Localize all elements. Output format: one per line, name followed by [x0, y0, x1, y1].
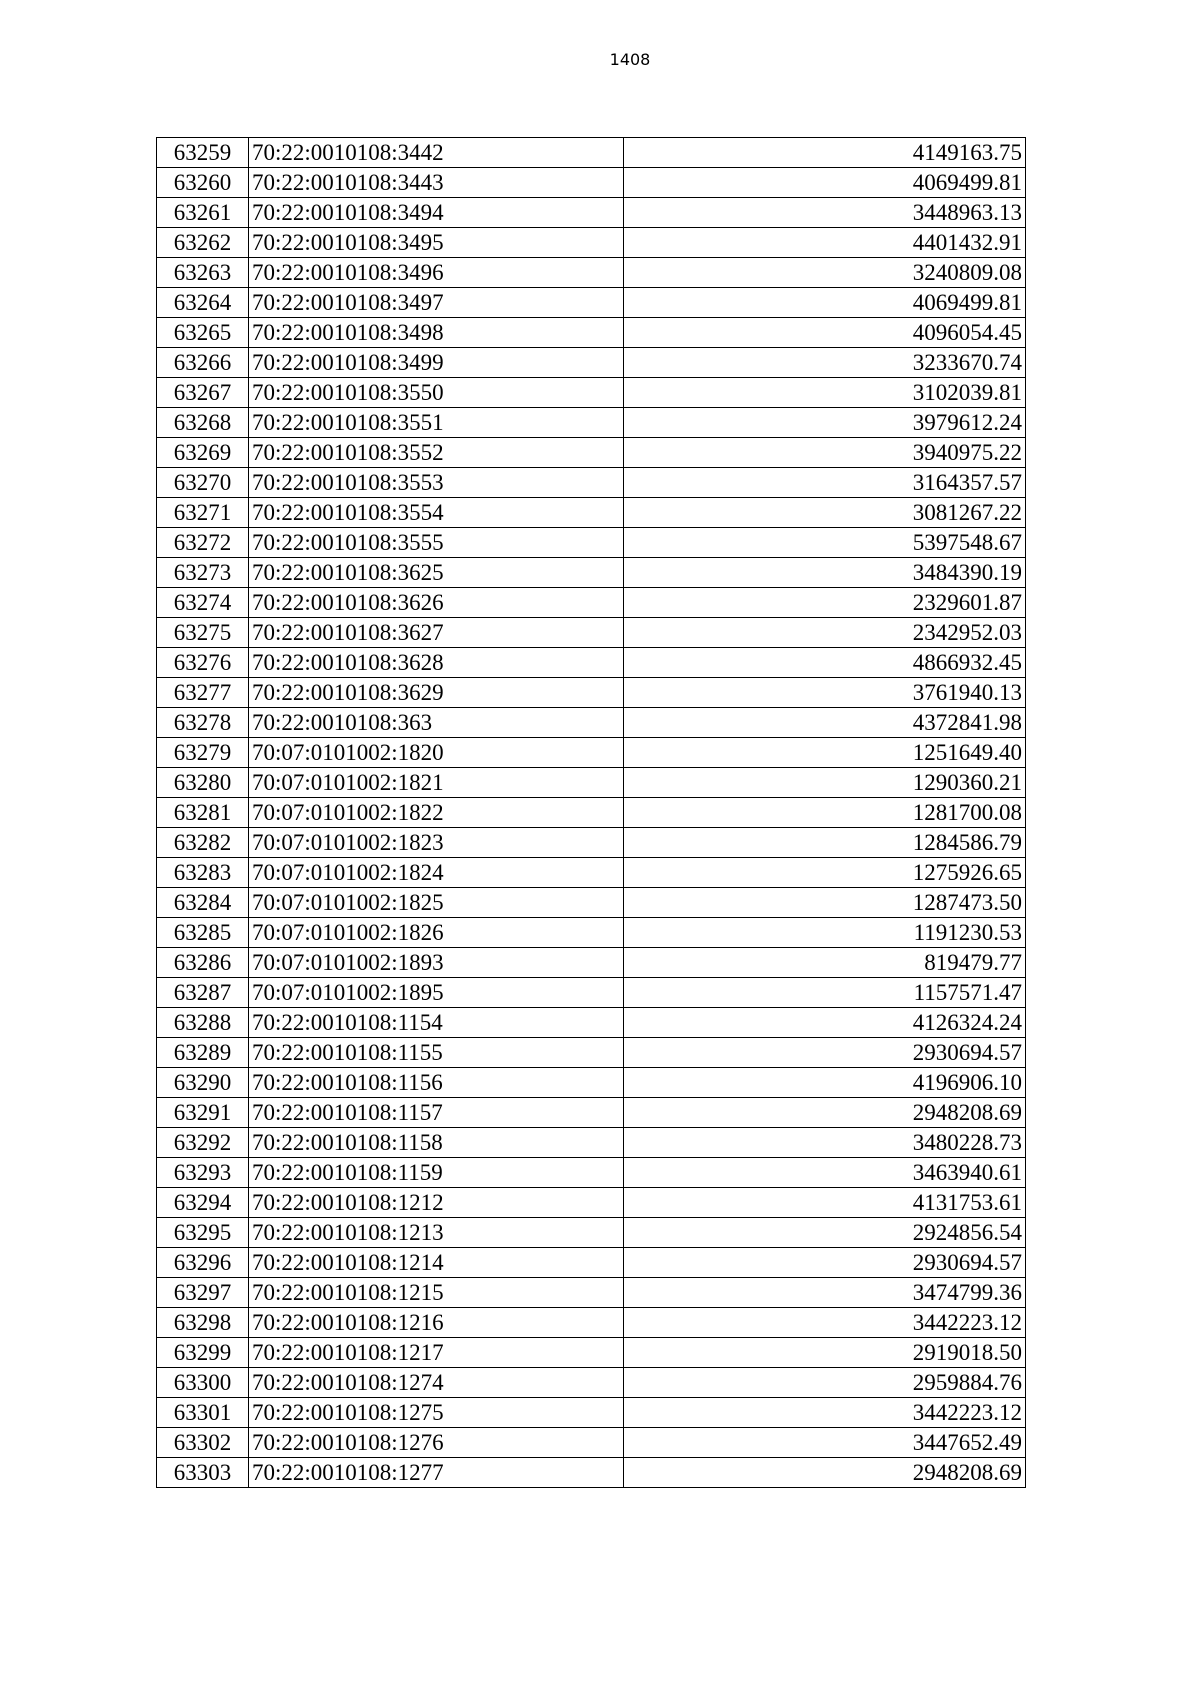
- cadastral-value-cell: 1290360.21: [623, 768, 1025, 798]
- row-number-cell: 63268: [157, 408, 249, 438]
- table-row: [157, 1158, 1026, 1188]
- row-number-cell: 63282: [157, 828, 249, 858]
- table-row: [157, 978, 1026, 1008]
- row-number-cell: 63287: [157, 978, 249, 1008]
- cadastral-value-cell: 3233670.74: [623, 348, 1025, 378]
- cadastral-number-cell: 70:22:0010108:1214: [248, 1248, 623, 1278]
- row-number-cell: 63264: [157, 288, 249, 318]
- row-number-cell: 63295: [157, 1218, 249, 1248]
- row-number-cell: 63292: [157, 1128, 249, 1158]
- table-row: [157, 288, 1026, 318]
- table-row: [157, 1338, 1026, 1368]
- table-row: [157, 408, 1026, 438]
- table-row: [157, 708, 1026, 738]
- cadastral-number-cell: 70:22:0010108:3497: [248, 288, 623, 318]
- cadastral-value-cell: 1281700.08: [623, 798, 1025, 828]
- cadastral-number-cell: 70:22:0010108:1213: [248, 1218, 623, 1248]
- table-row: [157, 1218, 1026, 1248]
- table-row: [157, 588, 1026, 618]
- row-number-cell: 63277: [157, 678, 249, 708]
- cadastral-number-cell: 70:07:0101002:1822: [248, 798, 623, 828]
- cadastral-number-cell: 70:22:0010108:1215: [248, 1278, 623, 1308]
- row-number-cell: 63266: [157, 348, 249, 378]
- cadastral-value-cell: 3442223.12: [623, 1398, 1025, 1428]
- table-row: [157, 1278, 1026, 1308]
- table-row: [157, 1428, 1026, 1458]
- cadastral-number-cell: 70:22:0010108:3496: [248, 258, 623, 288]
- page-number: 1408: [609, 50, 651, 69]
- row-number-cell: 63283: [157, 858, 249, 888]
- cadastral-value-cell: 4372841.98: [623, 708, 1025, 738]
- table-row: [157, 618, 1026, 648]
- row-number-cell: 63302: [157, 1428, 249, 1458]
- row-number-cell: 63272: [157, 528, 249, 558]
- row-number-cell: 63274: [157, 588, 249, 618]
- cadastral-value-table: [156, 137, 1026, 1488]
- table-row: [157, 468, 1026, 498]
- row-number-cell: 63278: [157, 708, 249, 738]
- cadastral-value-cell: 1284586.79: [623, 828, 1025, 858]
- cadastral-number-cell: 70:22:0010108:1216: [248, 1308, 623, 1338]
- row-number-cell: 63271: [157, 498, 249, 528]
- table-row: [157, 528, 1026, 558]
- cadastral-number-cell: 70:07:0101002:1821: [248, 768, 623, 798]
- table-row: [157, 198, 1026, 228]
- cadastral-value-cell: 1251649.40: [623, 738, 1025, 768]
- cadastral-value-cell: 4196906.10: [623, 1068, 1025, 1098]
- cadastral-number-cell: 70:22:0010108:3550: [248, 378, 623, 408]
- cadastral-value-cell: 2329601.87: [623, 588, 1025, 618]
- table-row: [157, 138, 1026, 168]
- row-number-cell: 63298: [157, 1308, 249, 1338]
- cadastral-number-cell: 70:22:0010108:1158: [248, 1128, 623, 1158]
- table-row: [157, 1098, 1026, 1128]
- cadastral-value-cell: 1191230.53: [623, 918, 1025, 948]
- cadastral-number-cell: 70:22:0010108:3626: [248, 588, 623, 618]
- cadastral-value-cell: 4069499.81: [623, 168, 1025, 198]
- cadastral-number-cell: 70:22:0010108:3495: [248, 228, 623, 258]
- table-row: [157, 1308, 1026, 1338]
- cadastral-value-cell: 2948208.69: [623, 1098, 1025, 1128]
- table-row: [157, 888, 1026, 918]
- row-number-cell: 63299: [157, 1338, 249, 1368]
- table-row: [157, 948, 1026, 978]
- cadastral-value-cell: 3940975.22: [623, 438, 1025, 468]
- row-number-cell: 63265: [157, 318, 249, 348]
- row-number-cell: 63289: [157, 1038, 249, 1068]
- table-row: [157, 1068, 1026, 1098]
- cadastral-value-cell: 3761940.13: [623, 678, 1025, 708]
- cadastral-value-cell: 2959884.76: [623, 1368, 1025, 1398]
- cadastral-value-cell: 2930694.57: [623, 1038, 1025, 1068]
- cadastral-number-cell: 70:22:0010108:3551: [248, 408, 623, 438]
- cadastral-value-cell: 4866932.45: [623, 648, 1025, 678]
- cadastral-value-cell: 2930694.57: [623, 1248, 1025, 1278]
- cadastral-value-cell: 3240809.08: [623, 258, 1025, 288]
- table-row: [157, 498, 1026, 528]
- table-row: [157, 1398, 1026, 1428]
- row-number-cell: 63286: [157, 948, 249, 978]
- cadastral-value-cell: 3442223.12: [623, 1308, 1025, 1338]
- cadastral-value-cell: 5397548.67: [623, 528, 1025, 558]
- table-row: [157, 648, 1026, 678]
- row-number-cell: 63303: [157, 1458, 249, 1488]
- cadastral-number-cell: 70:22:0010108:3554: [248, 498, 623, 528]
- row-number-cell: 63284: [157, 888, 249, 918]
- row-number-cell: 63293: [157, 1158, 249, 1188]
- row-number-cell: 63301: [157, 1398, 249, 1428]
- cadastral-number-cell: 70:22:0010108:3442: [248, 138, 623, 168]
- table-row: [157, 798, 1026, 828]
- row-number-cell: 63288: [157, 1008, 249, 1038]
- table-row: [157, 678, 1026, 708]
- cadastral-value-cell: 819479.77: [623, 948, 1025, 978]
- table-row: [157, 1368, 1026, 1398]
- cadastral-number-cell: 70:07:0101002:1825: [248, 888, 623, 918]
- cadastral-number-cell: 70:22:0010108:3629: [248, 678, 623, 708]
- table-body: [157, 138, 1026, 1488]
- cadastral-number-cell: 70:22:0010108:1277: [248, 1458, 623, 1488]
- cadastral-value-cell: 4096054.45: [623, 318, 1025, 348]
- table-row: [157, 438, 1026, 468]
- cadastral-number-cell: 70:22:0010108:3499: [248, 348, 623, 378]
- cadastral-value-cell: 3081267.22: [623, 498, 1025, 528]
- table-row: [157, 318, 1026, 348]
- cadastral-value-cell: 2342952.03: [623, 618, 1025, 648]
- row-number-cell: 63260: [157, 168, 249, 198]
- row-number-cell: 63281: [157, 798, 249, 828]
- cadastral-value-cell: 1157571.47: [623, 978, 1025, 1008]
- table-row: [157, 918, 1026, 948]
- cadastral-value-cell: 3484390.19: [623, 558, 1025, 588]
- cadastral-value-cell: 3480228.73: [623, 1128, 1025, 1158]
- row-number-cell: 63262: [157, 228, 249, 258]
- cadastral-value-cell: 3447652.49: [623, 1428, 1025, 1458]
- cadastral-number-cell: 70:22:0010108:3443: [248, 168, 623, 198]
- table-row: [157, 168, 1026, 198]
- row-number-cell: 63285: [157, 918, 249, 948]
- table-row: [157, 828, 1026, 858]
- cadastral-number-cell: 70:22:0010108:3625: [248, 558, 623, 588]
- cadastral-number-cell: 70:22:0010108:3494: [248, 198, 623, 228]
- cadastral-value-cell: 4401432.91: [623, 228, 1025, 258]
- table-row: [157, 1128, 1026, 1158]
- cadastral-value-cell: 1287473.50: [623, 888, 1025, 918]
- cadastral-number-cell: 70:22:0010108:3552: [248, 438, 623, 468]
- row-number-cell: 63280: [157, 768, 249, 798]
- cadastral-number-cell: 70:07:0101002:1826: [248, 918, 623, 948]
- cadastral-number-cell: 70:07:0101002:1893: [248, 948, 623, 978]
- cadastral-value-cell: 1275926.65: [623, 858, 1025, 888]
- cadastral-value-cell: 2948208.69: [623, 1458, 1025, 1488]
- cadastral-value-cell: 4069499.81: [623, 288, 1025, 318]
- row-number-cell: 63259: [157, 138, 249, 168]
- row-number-cell: 63267: [157, 378, 249, 408]
- cadastral-number-cell: 70:22:0010108:1212: [248, 1188, 623, 1218]
- table-row: [157, 1248, 1026, 1278]
- cadastral-number-cell: 70:22:0010108:3628: [248, 648, 623, 678]
- row-number-cell: 63263: [157, 258, 249, 288]
- cadastral-value-cell: 2924856.54: [623, 1218, 1025, 1248]
- cadastral-number-cell: 70:22:0010108:1157: [248, 1098, 623, 1128]
- row-number-cell: 63276: [157, 648, 249, 678]
- cadastral-number-cell: 70:22:0010108:1276: [248, 1428, 623, 1458]
- row-number-cell: 63261: [157, 198, 249, 228]
- cadastral-number-cell: 70:22:0010108:1217: [248, 1338, 623, 1368]
- cadastral-value-cell: 3463940.61: [623, 1158, 1025, 1188]
- cadastral-value-cell: 3474799.36: [623, 1278, 1025, 1308]
- cadastral-number-cell: 70:07:0101002:1895: [248, 978, 623, 1008]
- cadastral-number-cell: 70:22:0010108:3555: [248, 528, 623, 558]
- cadastral-value-cell: 3448963.13: [623, 198, 1025, 228]
- cadastral-value-cell: 4131753.61: [623, 1188, 1025, 1218]
- row-number-cell: 63300: [157, 1368, 249, 1398]
- cadastral-number-cell: 70:22:0010108:1154: [248, 1008, 623, 1038]
- cadastral-number-cell: 70:07:0101002:1823: [248, 828, 623, 858]
- row-number-cell: 63294: [157, 1188, 249, 1218]
- cadastral-value-cell: 3164357.57: [623, 468, 1025, 498]
- cadastral-number-cell: 70:22:0010108:3627: [248, 618, 623, 648]
- table-row: [157, 738, 1026, 768]
- table-row: [157, 348, 1026, 378]
- cadastral-number-cell: 70:22:0010108:1156: [248, 1068, 623, 1098]
- table-row: [157, 558, 1026, 588]
- table-row: [157, 228, 1026, 258]
- row-number-cell: 63297: [157, 1278, 249, 1308]
- table-row: [157, 1188, 1026, 1218]
- cadastral-number-cell: 70:22:0010108:363: [248, 708, 623, 738]
- cadastral-number-cell: 70:07:0101002:1820: [248, 738, 623, 768]
- cadastral-value-cell: 4149163.75: [623, 138, 1025, 168]
- table-row: [157, 378, 1026, 408]
- cadastral-number-cell: 70:22:0010108:1274: [248, 1368, 623, 1398]
- cadastral-number-cell: 70:07:0101002:1824: [248, 858, 623, 888]
- cadastral-value-cell: 2919018.50: [623, 1338, 1025, 1368]
- row-number-cell: 63270: [157, 468, 249, 498]
- table-row: [157, 1458, 1026, 1488]
- table-row: [157, 858, 1026, 888]
- cadastral-number-cell: 70:22:0010108:3498: [248, 318, 623, 348]
- row-number-cell: 63279: [157, 738, 249, 768]
- row-number-cell: 63296: [157, 1248, 249, 1278]
- row-number-cell: 63273: [157, 558, 249, 588]
- row-number-cell: 63291: [157, 1098, 249, 1128]
- row-number-cell: 63275: [157, 618, 249, 648]
- table-row: [157, 1038, 1026, 1068]
- cadastral-number-cell: 70:22:0010108:1159: [248, 1158, 623, 1188]
- row-number-cell: 63269: [157, 438, 249, 468]
- cadastral-number-cell: 70:22:0010108:1155: [248, 1038, 623, 1068]
- table-row: [157, 1008, 1026, 1038]
- cadastral-number-cell: 70:22:0010108:3553: [248, 468, 623, 498]
- cadastral-number-cell: 70:22:0010108:1275: [248, 1398, 623, 1428]
- table-row: [157, 768, 1026, 798]
- cadastral-value-cell: 3102039.81: [623, 378, 1025, 408]
- row-number-cell: 63290: [157, 1068, 249, 1098]
- cadastral-value-cell: 3979612.24: [623, 408, 1025, 438]
- table-row: [157, 258, 1026, 288]
- cadastral-value-cell: 4126324.24: [623, 1008, 1025, 1038]
